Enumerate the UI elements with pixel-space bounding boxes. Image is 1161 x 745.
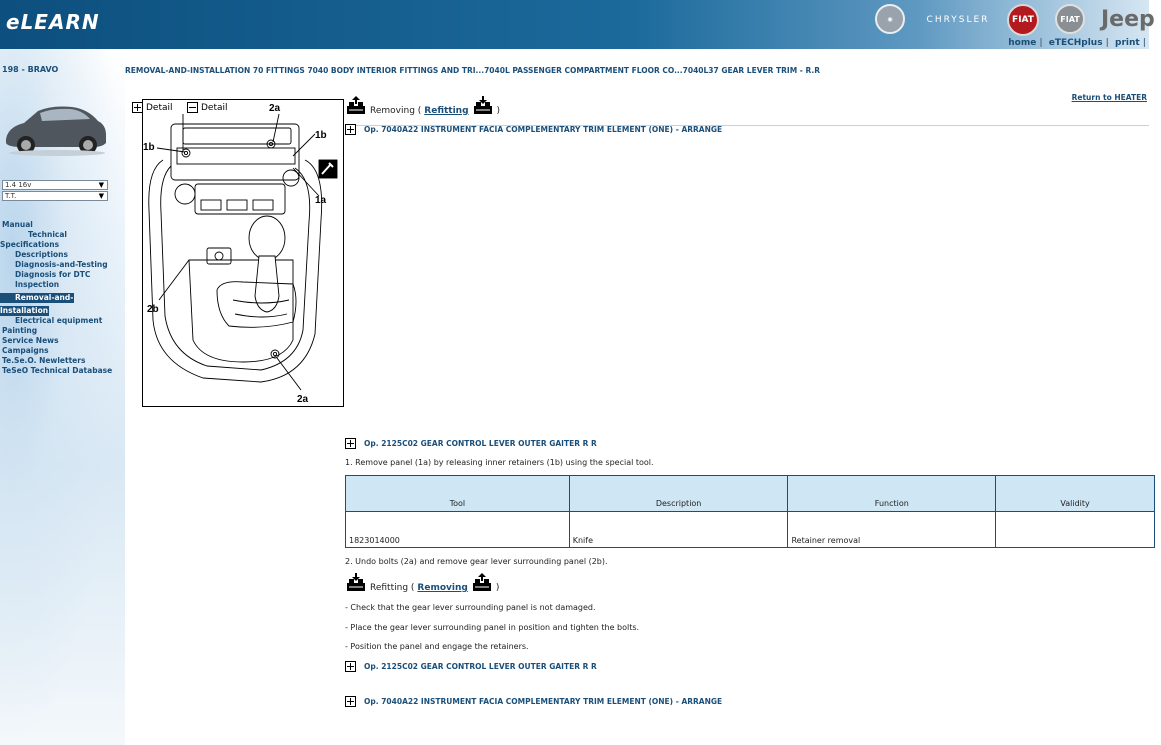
- nav-electrical[interactable]: Electrical equipment: [15, 316, 103, 325]
- nav-teseo-database[interactable]: TeSeO Technical Database: [2, 366, 113, 375]
- nav-descriptions[interactable]: Descriptions: [15, 250, 68, 259]
- nav-removal-label-1: Removal-and-: [0, 293, 74, 303]
- table-header-tool: Tool: [346, 476, 570, 512]
- expand-plus-icon[interactable]: [345, 124, 356, 135]
- gear-lever-diagram: [143, 100, 343, 406]
- refit-step-1: - Check that the gear lever surrounding panel is not damaged.: [345, 603, 596, 612]
- chrysler-logo: CHRYSLER: [926, 15, 990, 25]
- removing-heading: Removing ( Refitting ): [345, 96, 500, 116]
- etechplus-link[interactable]: eTECHplus: [1048, 38, 1103, 48]
- nav-campaigns[interactable]: Campaigns: [2, 346, 49, 355]
- label-1b-left: 1b: [143, 142, 155, 153]
- package-down-icon: [345, 573, 367, 593]
- label-2a-top: 2a: [269, 103, 281, 114]
- nav-painting[interactable]: Painting: [2, 326, 38, 335]
- nav-teseo-newsletters[interactable]: Te.Se.O. Newletters: [2, 356, 86, 365]
- op-row-4[interactable]: Op. 7040A22 INSTRUMENT FACIA COMPLEMENTARY TRIM ELEMENT (ONE) - ARRANGE: [345, 696, 722, 707]
- package-up-icon: [471, 573, 493, 593]
- table-header-function: Function: [788, 476, 996, 512]
- table-header-validity: Validity: [996, 476, 1155, 512]
- op-row-1[interactable]: Op. 7040A22 INSTRUMENT FACIA COMPLEMENTARY TRIM ELEMENT (ONE) - ARRANGE: [345, 124, 722, 135]
- fiat-professional-logo: FIAT: [1055, 4, 1085, 34]
- label-2b: 2b: [147, 304, 159, 315]
- fiat-logo: FIAT: [1007, 4, 1039, 36]
- procedure-figure: [142, 99, 344, 407]
- nav-technical[interactable]: Technical: [28, 230, 67, 239]
- refitting-link[interactable]: Refitting: [424, 106, 469, 116]
- nav-manual[interactable]: Manual: [2, 220, 33, 229]
- nav-inspection[interactable]: Inspection: [15, 280, 60, 289]
- detail-expand-button[interactable]: Detail: [132, 102, 173, 113]
- version-select[interactable]: T.T. ▼: [2, 191, 108, 201]
- model-title: 198 - BRAVO: [2, 65, 59, 74]
- home-link[interactable]: home: [1008, 38, 1037, 48]
- removing-link[interactable]: Removing: [417, 583, 468, 593]
- table-row: [346, 512, 1155, 548]
- top-links: home | eTECHplus | print |: [1008, 38, 1146, 48]
- nav-diagnosis-dtc[interactable]: Diagnosis for DTC: [15, 270, 91, 279]
- sidebar: [0, 49, 125, 745]
- return-link[interactable]: Return to HEATER: [1071, 93, 1147, 102]
- top-header: [0, 0, 1155, 49]
- expand-plus-icon[interactable]: [345, 438, 356, 449]
- label-2a-bottom: 2a: [297, 394, 309, 405]
- step-1-text: 1. Remove panel (1a) by releasing inner retainers (1b) using the special tool.: [345, 458, 654, 467]
- cell-description: Knife: [569, 512, 788, 548]
- car-image: [2, 99, 109, 157]
- label-1a: 1a: [315, 195, 327, 206]
- alfa-romeo-logo-icon: ◉: [875, 4, 905, 34]
- print-link[interactable]: print: [1115, 38, 1140, 48]
- plus-icon: [132, 102, 143, 113]
- cell-function: Retainer removal: [788, 512, 996, 548]
- chevron-down-icon: ▼: [98, 181, 104, 189]
- cell-validity: [996, 512, 1155, 548]
- elearn-logo: eLEARN: [6, 10, 100, 34]
- expand-plus-icon[interactable]: [345, 661, 356, 672]
- refitting-heading: Refitting ( Removing ): [345, 573, 499, 593]
- refit-step-3: - Position the panel and engage the retainers.: [345, 642, 529, 651]
- chevron-down-icon: ▼: [98, 192, 104, 200]
- tool-table: [345, 475, 1155, 548]
- package-up-icon: [345, 96, 367, 116]
- nav-service-news[interactable]: Service News: [2, 336, 59, 345]
- engine-select[interactable]: 1.4 16v ▼: [2, 180, 108, 190]
- nav-specifications[interactable]: Specifications: [0, 240, 60, 249]
- breadcrumb: REMOVAL-AND-INSTALLATION 70 FITTINGS 7040 BODY INTERIOR FITTINGS AND TRI...7040L PASSENGER COMPARTMENT FLOOR CO...7040L37 GEAR LEVER TRIM - R.R: [125, 66, 821, 75]
- op-row-2[interactable]: Op. 2125C02 GEAR CONTROL LEVER OUTER GAITER R R: [345, 438, 597, 449]
- op-row-3[interactable]: Op. 2125C02 GEAR CONTROL LEVER OUTER GAITER R R: [345, 661, 597, 672]
- table-header-description: Description: [569, 476, 788, 512]
- package-down-icon: [472, 96, 494, 116]
- step-2-text: 2. Undo bolts (2a) and remove gear lever surrounding panel (2b).: [345, 557, 608, 566]
- sidebar-nav: [0, 220, 125, 376]
- nav-removal-installation[interactable]: [0, 290, 125, 316]
- refit-step-2: - Place the gear lever surrounding panel in position and tighten the bolts.: [345, 623, 640, 632]
- cell-tool: 1823014000: [346, 512, 570, 548]
- nav-removal-label-2: Installation: [0, 306, 49, 315]
- label-1b-right: 1b: [315, 130, 327, 141]
- detail-collapse-button[interactable]: Detail: [187, 102, 228, 113]
- nav-diagnosis-testing[interactable]: Diagnosis-and-Testing: [15, 260, 108, 269]
- jeep-logo: Jeep: [1101, 6, 1155, 32]
- expand-plus-icon[interactable]: [345, 696, 356, 707]
